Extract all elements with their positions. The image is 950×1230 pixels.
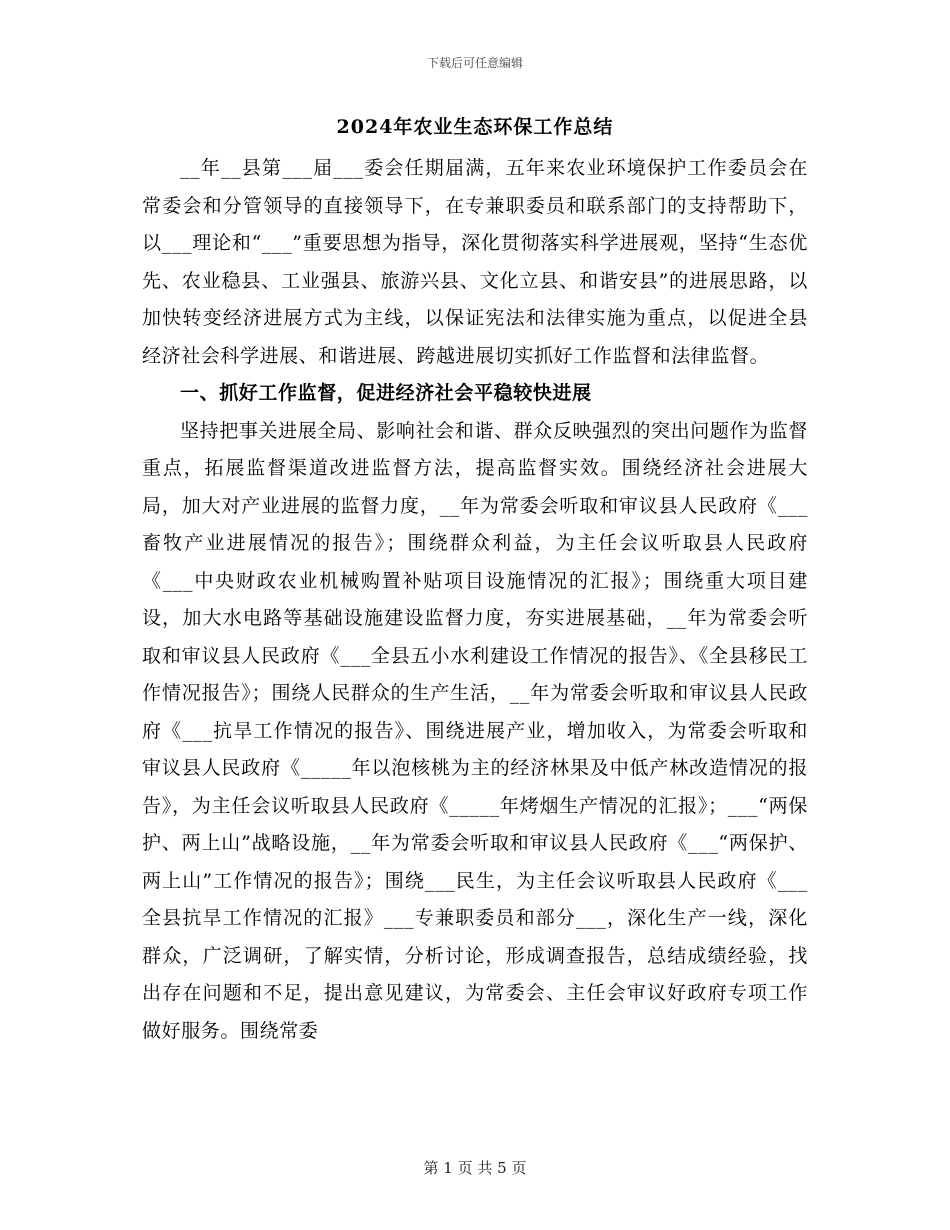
section-1-paragraph: 坚持把事关进展全局、影响社会和谐、群众反映强烈的突出问题作为监督重点，拓展监督渠道改进监督方法，提高监督实效。围绕经济社会进展大局，加大对产业进展的监督力度，__年为常委会听取和审议县人民政府《___畜牧产业进展情况的报告》；围绕群众利益，为主任会议听取县人民政府《___中央财政农业机械购置补贴项目设施情况的汇报》；围绕重大项目建设，加大水电路等基础设施建设监督力度，夯实进展基础，__年为常委会听取和审议县人民政府《___全县五小水利建设工作情况的报告》、《全县移民工作情况报告》；围绕人民群众的生产生活，__年为常委会听取和审议县人民政府《___抗旱工作情况的报告》、围绕进展产业，增加收入，为常委会听取和审议县人民政府《_____年以泡核桃为主的经济林果及中低产林改造情况的报告》，为主任会议听取县人民政府《_____年烤烟生产情况的汇报》；___“两保护、两上山”战略设施，__年为常委会听取和审议县人民政府《___“两保护、两上山”工作情况的报告》；围绕___民生，为主任会议听取县人民政府《___全县抗旱工作情况的汇报》___专兼职委员和部分___，深化生产一线，深化群众，广泛调研，了解实情，分析讨论，形成调查报告，总结成绩经验，找出存在问题和不足，提出意见建议，为常委会、主任会审议好政府专项工作做好服务。围绕常委 (142, 419, 808, 1042)
page-header-note: 下载后可任意编辑 (426, 56, 523, 70)
section-heading-1: 一、抓好工作监督，促进经济社会平稳较快进展 (180, 382, 592, 404)
page-number-footer: 第 1 页 共 5 页 (423, 1159, 527, 1177)
document-body (142, 112, 808, 1050)
document-title: 2024年农业生态环保工作总结 (336, 116, 614, 138)
intro-paragraph: __年__县第___届___委会任期届满，五年来农业环境保护工作委员会在常委会和分管领导的直接领导下，在专兼职委员和联系部门的支持帮助下，以___理论和“___”重要思想为指导，深化贯彻落实科学进展观，坚持“生态优先、农业稳县、工业强县、旅游兴县、文化立县、和谐安县”的进展思路，以加快转变经济进展方式为主线，以保证宪法和法律实施为重点，以促进全县经济社会科学进展、和谐进展、跨越进展切实抓好工作监督和法律监督。 (142, 157, 808, 367)
